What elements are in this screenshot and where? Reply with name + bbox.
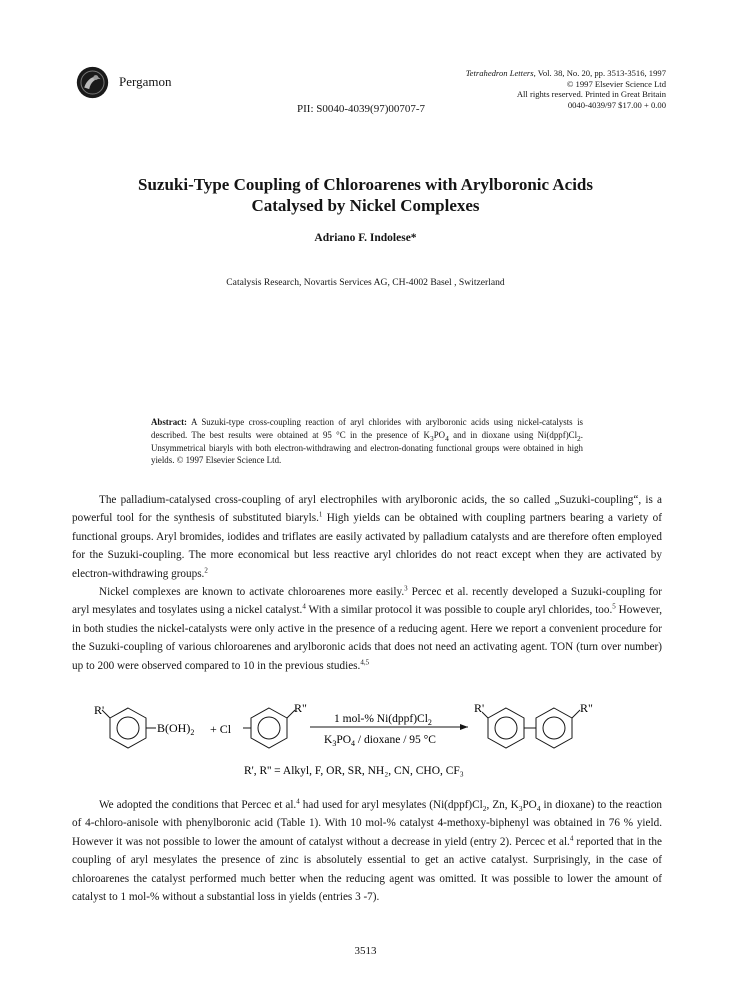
substituent-definition: R', R'' = Alkyl, F, OR, SR, NH₂, CN, CHO, CF₃ (244, 765, 464, 777)
ref-mark: 5 (612, 602, 616, 611)
abstract-text: A Suzuki-type cross-coupling reaction of aryl chlorides with arylboronic acids using nickel-catalysts is described. The best results were obtained at 95 °C in the presence of K (151, 417, 583, 440)
biaryl-product (482, 708, 580, 748)
affiliation: Catalysis Research, Novartis Services AG, CH-4002 Basel , Switzerland (226, 277, 505, 288)
journal-name: Tetrahedron Letters (465, 68, 534, 78)
ref-mark: 3 (404, 584, 408, 593)
r-dprime-1: R" (294, 701, 307, 715)
abstract-text: and in dioxane using Ni(dppf)Cl (448, 429, 578, 440)
benzene-ring-1 (102, 708, 156, 748)
pergamon-logo (76, 66, 109, 99)
abstract-label: Abstract: (151, 417, 187, 427)
boronic-acid-label: $B(OH)_2$ (157, 721, 195, 737)
journal-citation (336, 68, 666, 79)
ref-mark: 4 (296, 797, 300, 806)
conditions-label: $K_3PO_4$ / dioxane / 95 °C (324, 734, 436, 748)
rights-line: All rights reserved. Printed in Great Britain (516, 89, 666, 100)
plus-cl-label: + Cl (210, 722, 232, 736)
page-number: 3513 (354, 945, 377, 957)
benzene-ring-2 (243, 708, 295, 748)
catalyst-label: 1 mol-% $Ni(dppf)Cl_2$ (334, 713, 432, 727)
reaction-scheme (86, 700, 646, 782)
body-text-top (72, 491, 662, 675)
paragraph-3: We adopted the conditions that Percec et al.$^4$ had used for aryl mesylates ($Ni(dppf)Cl_2$, Zn, $K_3PO_4$ in dioxane) to the reaction of 4-chloro-anisole with phenylboronic acid (Table 1). With 10 mol-% catalyst 4-methoxy-biphenyl was obtained in 76 % yield. However it was not possible to lower the amount of catalyst without a decrease in yield (entry 2). Percec et al.$^4$ reported that in the coupling of aryl mesylates the presence of zinc is absolutely essential to get an active catalyst. Surprisingly, in the case of chloroarenes the catalyst performed much better when the reducing agent was omitted. It was possible to lower the amount of catalyst to 1 mol-% without a substantial loss in yields (entries 3 -7). (72, 797, 663, 904)
issn-price: 0040-4039/97 $17.00 + 0.00 (567, 99, 666, 110)
paragraph-2: Nickel complexes are known to activate chloroarenes more easily.$^3$ Percec et al. recently developed a Suzuki-coupling for aryl mesylates and tosylates using a nickel catalyst.$^4$ With a similar protocol it was possible to couple aryl chlorides, too.$^5$ However, in both studies the nickel-catalysts were only active in the presence of a reducing agent. Here we report a convenient procedure for the Suzuki-coupling of various chloroarenes and arylboronic acids that does not need an activating agent. TON (turn over number) up to 200 were observed compared to 10 in the previous studies.$^{4,5}$ (72, 584, 663, 672)
arrowhead (460, 724, 468, 730)
r-dprime-2: R" (580, 701, 593, 715)
r-prime-2: R' (474, 701, 485, 715)
abstract-text: . Unsymmetrical biaryls with both electron-withdrawing and electron-donating functional groups were obtained in high yields. © 1997 Elsevier Science Ltd. (151, 429, 584, 466)
paper-title (0, 174, 731, 216)
body-text-bottom (72, 796, 662, 906)
pii: PII: S0040-4039(97)00707-7 (297, 103, 426, 115)
ref-mark: 4 (302, 602, 306, 611)
abstract: Abstract: A Suzuki-type cross-coupling reaction of aryl chlorides with arylboronic acids using nickel-catalysts is described. The best results were obtained at 95 °C in the presence of $K_3PO_4$ and in dioxane using $Ni(dppf)Cl_2$. Unsymmetrical biaryls with both electron-withdrawing and electron-donating functional groups were obtained in high yields. © 1997 Elsevier Science Ltd. (151, 417, 584, 466)
title-line-2: Catalysed by Nickel Complexes (251, 196, 480, 215)
ref-mark: 1 (318, 510, 323, 519)
journal-details: , Vol. 38, No. 20, pp. 3513-3516, 1997 (533, 68, 666, 78)
title-line-1: Suzuki-Type Coupling of Chloroarenes with Arylboronic Acids (138, 175, 593, 194)
author: Adriano F. Indolese* (314, 232, 417, 244)
ref-mark: 2 (204, 565, 208, 574)
paragraph-1: The palladium-catalysed cross-coupling of aryl electrophiles with arylboronic acids, the so called „Suzuki-coupling“, is a powerful tool for the synthesis of substituted biaryls.$^1$ High yields can be obtained with coupling partners bearing a variety of functional groups. Aryl bromides, iodides and triflates are easily activated by palladium catalysts and are therefore often employed for the Suzuki-coupling. The more economical but less reactive aryl chlorides do not react except when they are activated by electron-withdrawing groups.$^2$ (72, 494, 662, 580)
abstract-text: PO (433, 429, 446, 440)
publisher-name: Pergamon (119, 74, 172, 89)
copyright-line: © 1997 Elsevier Science Ltd (566, 78, 666, 89)
ref-mark: 4,5 (360, 657, 370, 666)
ref-mark: 4 (569, 834, 574, 843)
r-prime-1: R' (94, 703, 105, 717)
